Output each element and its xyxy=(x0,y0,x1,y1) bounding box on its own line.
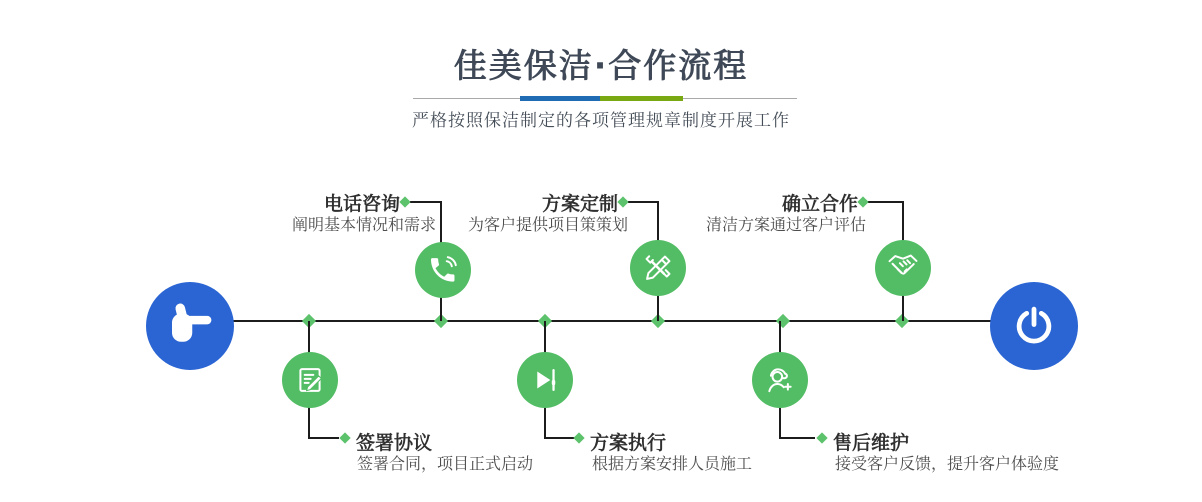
flow-end-node xyxy=(990,282,1078,370)
design-node xyxy=(630,240,686,296)
design-tools-icon xyxy=(642,252,674,284)
label-diamond xyxy=(399,196,410,207)
customer-support-plus-icon xyxy=(764,364,796,396)
connector-line xyxy=(779,437,815,439)
execute-play-icon xyxy=(529,364,561,396)
step-desc: 为客户提供项目策策划 xyxy=(467,215,628,234)
page-title: 佳美保洁·合作流程 xyxy=(453,46,749,85)
pointing-hand-icon xyxy=(163,299,217,353)
phone-call-icon xyxy=(427,254,459,286)
timeline-line xyxy=(230,320,995,322)
connector-line xyxy=(867,201,904,203)
title-divider xyxy=(413,96,797,102)
contract-node xyxy=(282,352,338,408)
label-diamond xyxy=(617,196,628,207)
step-desc: 根据方案安排人员施工 xyxy=(592,454,753,473)
step-title: 方案定制 xyxy=(541,193,618,215)
step-desc: 阐明基本情况和需求 xyxy=(291,215,436,234)
support-node xyxy=(752,352,808,408)
handshake-node xyxy=(875,240,931,296)
phone-node xyxy=(415,242,471,298)
label-diamond xyxy=(857,196,868,207)
step-title: 售后维护 xyxy=(833,432,910,454)
step-desc: 清洁方案通过客户评估 xyxy=(705,215,866,234)
connector-line xyxy=(308,437,339,439)
connector-line xyxy=(410,201,441,203)
step-title: 电话咨询 xyxy=(323,193,400,215)
execute-node xyxy=(517,352,573,408)
power-icon xyxy=(1012,304,1056,348)
connector-line xyxy=(544,437,575,439)
step-desc: 签署合同，项目正式启动 xyxy=(357,454,534,473)
divider-blue-segment xyxy=(520,96,600,101)
label-diamond xyxy=(816,432,827,443)
sign-contract-icon xyxy=(294,364,326,396)
label-diamond xyxy=(573,432,584,443)
page-subtitle: 严格按照保洁制定的各项管理规章制度开展工作 xyxy=(412,111,790,131)
label-diamond xyxy=(339,432,350,443)
step-desc: 接受客户反馈，提升客户体验度 xyxy=(835,454,1060,473)
handshake-icon xyxy=(886,251,920,285)
connector-line xyxy=(628,201,659,203)
step-title: 签署协议 xyxy=(356,432,433,454)
step-title: 确立合作 xyxy=(781,193,858,215)
divider-green-segment xyxy=(600,96,683,101)
step-title: 方案执行 xyxy=(590,432,667,454)
flow-start-node xyxy=(146,282,234,370)
